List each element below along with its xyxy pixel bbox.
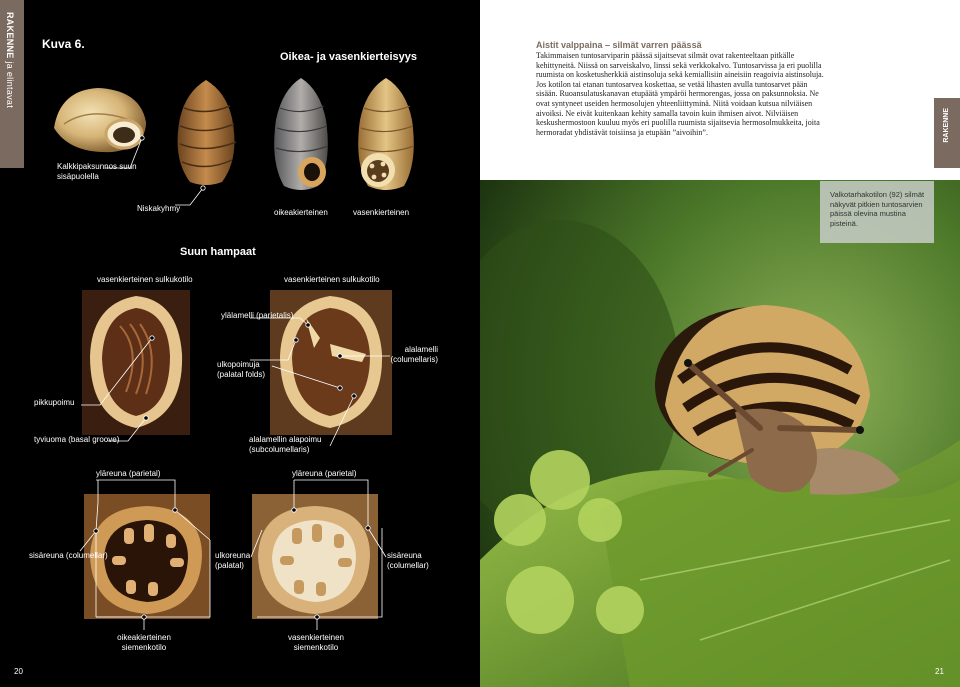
page-number-right: 21 <box>935 667 944 676</box>
label-alalamellin-alapoimu: alalamellin alapoimu (subcolumellaris) <box>249 435 322 454</box>
label-tyviuoma: tyviuoma (basal groove) <box>34 435 120 444</box>
label-sisareuna-2: sisäreuna (columellar) <box>387 551 429 570</box>
label-ylalamelli: ylälamelli (parietalis) <box>221 311 294 320</box>
label-ulkopoimuja: ulkopoimuja (palatal folds) <box>217 360 266 379</box>
chapter-tab-right-text: RAKENNE <box>943 108 950 143</box>
chapter-tab-left-text: RAKENNE ja elintavat <box>5 12 15 109</box>
label-niskakyhmy: Niskakyhmy <box>137 204 181 213</box>
label-oikeakierteinen: oikeakierteinen <box>274 208 328 217</box>
shell-image-oikeakierteinen <box>268 76 334 194</box>
label-siemenkotilo-1: oikeakierteinen siemenkotilo <box>117 633 171 652</box>
label-vasenkierteinen: vasenkierteinen <box>353 208 410 217</box>
label-kalkkipaksunnos: Kalkkipaksunnos suun sisäpuolella <box>57 162 137 181</box>
section-title-teeth: Suun hampaat <box>180 246 256 258</box>
right-page <box>480 0 960 687</box>
label-ylareuna-2: yläreuna (parietal) <box>292 469 357 478</box>
label-ulkoreuna: ulkoreuna (palatal) <box>215 551 251 570</box>
shell-image-niskakyhmy <box>170 78 242 188</box>
article-body: Takimmaisen tuntosarviparin päässä sijaitsevat silmät ovat rakenteeltaan pitkälle kehittyneitä. Niissä on sarveiskalvo, linssi sekä verkkokalvo. Tuntosarvissa ja eri puolilla ruumista on kosketusherkkiä aistinsoluja sekä kemiallisiin aineisiin reagoivia aistinsoluja. Jos kotilon tai etanan tuntosarvea koskettaa, se vetää lihasten avulla tuntosarvet pään sisään. Ruoansulatuskanavan etupäätä ympäröi hermorengas, jossa on paksunnoksia. Ne ovat syntyneet useiden hermosolujen yhteenliittyminä. Niitä voidaan kutsua nilviäisen aivoiksi. Ne eivät kuitenkaan kehity samalla tavoin kuin ihmisen aivot. Nilviäisen keskushermostoon kuuluu myös eri puolilla ruumista sijaitsevia hermosolmukkeita, joita hermoradat yhdistävät toisiinsa ja etupään ”aivoihin”. <box>536 51 824 137</box>
label-sisareuna-1: sisäreuna (columellar) <box>29 551 108 560</box>
shell-image-vasenkierteinen <box>352 76 420 194</box>
label-alalamelli: alalamelli (columellaris) <box>390 345 438 364</box>
photo-caption: Valkotarhakotilon (92) silmät näkyvät pitkien tuntosarvien päissä olevina mustina pisteinä. <box>820 181 934 243</box>
shell-image-kalkkipaksunnos <box>50 82 150 157</box>
label-siemenkotilo-2: vasenkierteinen siemenkotilo <box>287 633 345 652</box>
section-title-coiling: Oikea- ja vasenkierteisyys <box>280 51 417 63</box>
page-number-left: 20 <box>14 667 23 676</box>
label-pikkupoimu: pikkupoimu <box>34 398 75 407</box>
label-sulkukotilo-2: vasenkierteinen sulkukotilo <box>284 275 380 284</box>
snail-photo <box>480 180 960 687</box>
article-title: Aistit valppaina – silmät varren päässä <box>536 40 702 50</box>
label-ylareuna-1: yläreuna (parietal) <box>96 469 161 478</box>
aperture-image-siemenkotilo-2 <box>252 494 378 619</box>
aperture-image-sulkukotilo-1 <box>82 290 190 435</box>
chapter-tab-left <box>0 0 24 168</box>
chapter-tab-right <box>934 98 960 168</box>
article-text-area <box>480 0 960 180</box>
figure-label: Kuva 6. <box>42 37 85 51</box>
label-sulkukotilo-1: vasenkierteinen sulkukotilo <box>97 275 193 284</box>
